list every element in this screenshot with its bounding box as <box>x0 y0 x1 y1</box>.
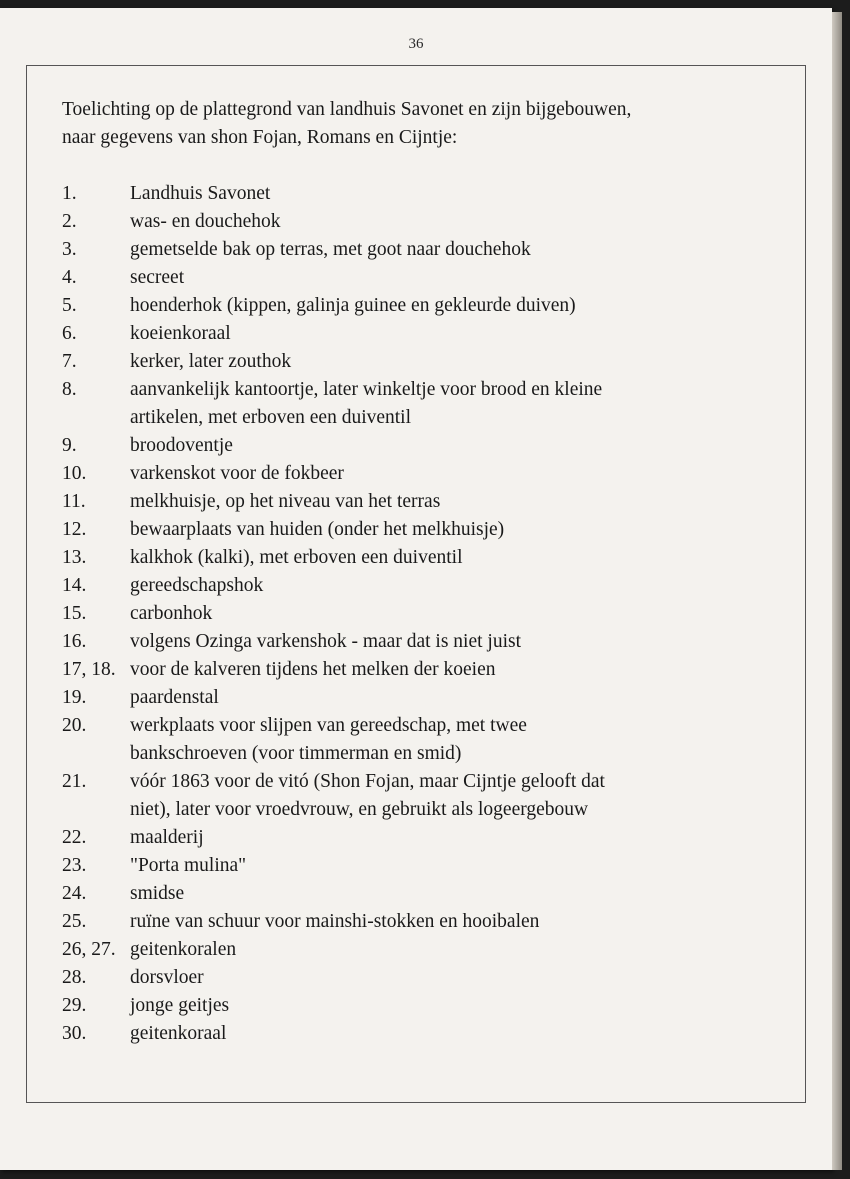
legend-item-number: 5. <box>62 295 77 316</box>
legend-item-line: melkhuisje, op het niveau van het terras <box>130 491 441 512</box>
legend-item-text <box>130 656 802 684</box>
legend-item-number: 6. <box>62 323 77 344</box>
legend-item-line: dorsvloer <box>130 967 204 988</box>
legend-item-line: aanvankelijk kantoortje, later winkeltje voor brood en kleine <box>130 379 603 400</box>
page-number: 36 <box>408 36 424 52</box>
legend-item <box>62 880 802 908</box>
legend-item-line: kerker, later zouthok <box>130 351 292 372</box>
legend-item-number: 13. <box>62 547 87 568</box>
legend-item-number: 28. <box>62 967 87 988</box>
legend-item-line: vóór 1863 voor de vitó (Shon Fojan, maar Cijntje gelooft dat <box>130 771 605 792</box>
legend-item <box>62 684 802 712</box>
legend-item-line: smidse <box>130 883 185 904</box>
legend-item <box>62 348 802 376</box>
legend-item <box>62 180 802 208</box>
legend-item <box>62 908 802 936</box>
legend-item-text <box>130 964 802 992</box>
legend-item <box>62 460 802 488</box>
legend-item-text <box>130 572 802 600</box>
legend-item-text <box>130 376 802 432</box>
legend-item-line: koeienkoraal <box>130 323 231 344</box>
legend-item-text <box>130 292 802 320</box>
legend-item <box>62 516 802 544</box>
legend-item-line: voor de kalveren tijdens het melken der koeien <box>130 659 496 680</box>
legend-item-number: 30. <box>62 1023 87 1044</box>
legend-item-line: artikelen, met erboven een duiventil <box>130 407 412 428</box>
legend-item <box>62 936 802 964</box>
legend-item <box>62 712 802 768</box>
legend-item <box>62 656 802 684</box>
legend-item-line: Landhuis Savonet <box>130 183 271 204</box>
legend-item-text <box>130 908 802 936</box>
legend-item-line: secreet <box>130 267 185 288</box>
legend-item-number: 10. <box>62 463 87 484</box>
legend-item-number: 17, 18. <box>62 659 116 680</box>
legend-item-line: volgens Ozinga varkenshok - maar dat is niet juist <box>130 631 521 652</box>
legend-item-line: kalkhok (kalki), met erboven een duiventil <box>130 547 463 568</box>
legend-item-line: varkenskot voor de fokbeer <box>130 463 344 484</box>
legend-list <box>62 180 802 1048</box>
legend-item-text <box>130 712 802 768</box>
legend-item-line: geitenkoraal <box>130 1023 227 1044</box>
legend-item-text <box>130 432 802 460</box>
legend-item-text <box>130 824 802 852</box>
legend-item-text <box>130 236 802 264</box>
legend-item-text <box>130 208 802 236</box>
legend-item-text <box>130 992 802 1020</box>
legend-item-number: 2. <box>62 211 77 232</box>
legend-item-line: was- en douchehok <box>130 211 281 232</box>
legend-item-text <box>130 936 802 964</box>
legend-item-text <box>130 180 802 208</box>
intro-line: Toelichting op de plattegrond van landhuis Savonet en zijn bijgebouwen, <box>62 99 632 120</box>
legend-item-number: 8. <box>62 379 77 400</box>
legend-item-number: 3. <box>62 239 77 260</box>
legend-item <box>62 208 802 236</box>
intro-paragraph <box>62 96 802 152</box>
legend-item <box>62 600 802 628</box>
legend-item <box>62 572 802 600</box>
legend-item-line: paardenstal <box>130 687 219 708</box>
legend-item-number: 20. <box>62 715 87 736</box>
legend-item-text <box>130 684 802 712</box>
legend-item-text <box>130 600 802 628</box>
legend-item-number: 29. <box>62 995 87 1016</box>
legend-item-text <box>130 768 802 824</box>
legend-item-line: jonge geitjes <box>130 995 230 1016</box>
legend-item-line: niet), later voor vroedvrouw, en gebruikt als logeergebouw <box>130 799 589 820</box>
legend-item-text <box>130 1020 802 1048</box>
page-edge <box>832 12 842 1170</box>
legend-item-number: 23. <box>62 855 87 876</box>
legend-item-text <box>130 264 802 292</box>
legend-item <box>62 964 802 992</box>
legend-item <box>62 852 802 880</box>
legend-item-text <box>130 544 802 572</box>
legend-item-number: 19. <box>62 687 87 708</box>
legend-item-line: gereedschapshok <box>130 575 264 596</box>
legend-item-text <box>130 488 802 516</box>
legend-item-line: carbonhok <box>130 603 213 624</box>
legend-item-number: 14. <box>62 575 87 596</box>
legend-item-line: maalderij <box>130 827 204 848</box>
legend-item-number: 9. <box>62 435 77 456</box>
legend-item-number: 11. <box>62 491 86 512</box>
legend-item-number: 12. <box>62 519 87 540</box>
legend-item <box>62 992 802 1020</box>
legend-item <box>62 628 802 656</box>
page-content <box>62 96 802 1048</box>
legend-item <box>62 264 802 292</box>
legend-item-text <box>130 516 802 544</box>
legend-item-line: bankschroeven (voor timmerman en smid) <box>130 743 462 764</box>
legend-item <box>62 1020 802 1048</box>
legend-item-text <box>130 880 802 908</box>
legend-item-text <box>130 852 802 880</box>
legend-item <box>62 432 802 460</box>
legend-item-number: 26, 27. <box>62 939 116 960</box>
legend-item-number: 1. <box>62 183 77 204</box>
legend-item-number: 15. <box>62 603 87 624</box>
legend-item-number: 24. <box>62 883 87 904</box>
legend-item <box>62 544 802 572</box>
legend-item-line: gemetselde bak op terras, met goot naar douchehok <box>130 239 531 260</box>
legend-item-text <box>130 320 802 348</box>
legend-item <box>62 236 802 264</box>
legend-item-number: 16. <box>62 631 87 652</box>
document-page <box>0 8 832 1170</box>
legend-item-text <box>130 460 802 488</box>
legend-item <box>62 768 802 824</box>
legend-item <box>62 824 802 852</box>
legend-item <box>62 488 802 516</box>
legend-item <box>62 292 802 320</box>
legend-item <box>62 376 802 432</box>
legend-item-line: bewaarplaats van huiden (onder het melkhuisje) <box>130 519 505 540</box>
legend-item <box>62 320 802 348</box>
legend-item-number: 4. <box>62 267 77 288</box>
legend-item-line: "Porta mulina" <box>130 855 247 876</box>
legend-item-line: werkplaats voor slijpen van gereedschap, met twee <box>130 715 527 736</box>
legend-item-text <box>130 348 802 376</box>
legend-item-line: broodoventje <box>130 435 233 456</box>
legend-item-number: 25. <box>62 911 87 932</box>
legend-item-line: geitenkoralen <box>130 939 237 960</box>
legend-item-number: 22. <box>62 827 87 848</box>
intro-line: naar gegevens van shon Fojan, Romans en Cijntje: <box>62 127 458 148</box>
legend-item-number: 7. <box>62 351 77 372</box>
legend-item-line: ruïne van schuur voor mainshi-stokken en hooibalen <box>130 911 540 932</box>
legend-item-number: 21. <box>62 771 87 792</box>
legend-item-text <box>130 628 802 656</box>
legend-item-line: hoenderhok (kippen, galinja guinee en gekleurde duiven) <box>130 295 576 316</box>
